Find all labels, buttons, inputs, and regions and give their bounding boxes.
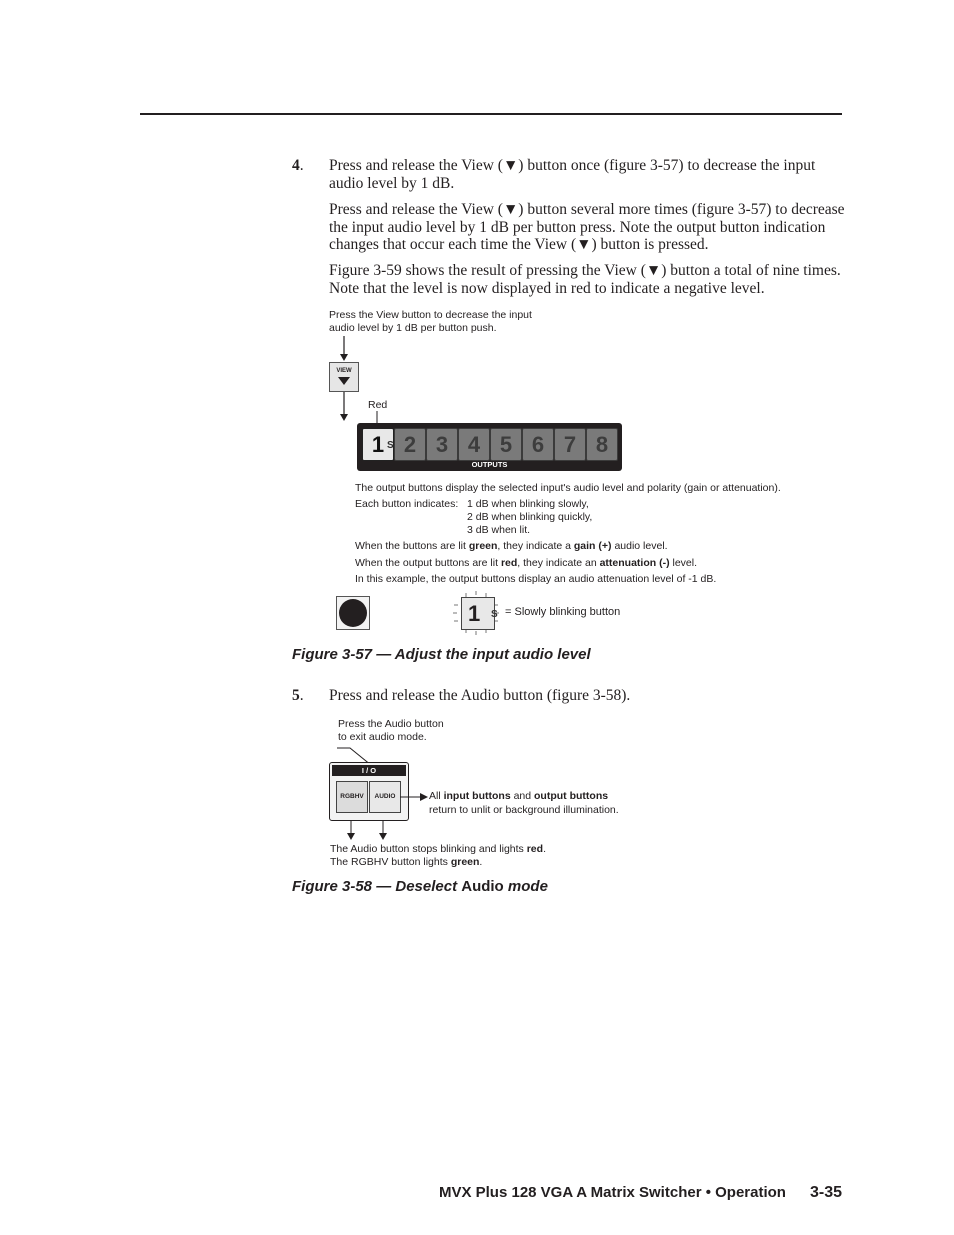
output-button-5[interactable]: 5 bbox=[490, 428, 522, 461]
audio-button[interactable]: AUDIO bbox=[369, 781, 401, 813]
return-note-2: return to unlit or background illumination. bbox=[429, 804, 619, 816]
step4-paragraph-1: Press and release the View (▼) button once (figure 3-57) to decrease the input audio level by 1 dB. bbox=[329, 157, 816, 192]
audio-callout-1: Press the Audio button bbox=[338, 718, 444, 730]
io-panel bbox=[329, 762, 409, 821]
page-footer bbox=[439, 1184, 842, 1202]
rgbhv-note: The RGBHV button lights green. bbox=[330, 856, 483, 868]
output-button-1[interactable]: 1 S bbox=[362, 428, 394, 461]
io-label: I / O bbox=[332, 765, 406, 776]
right-arrow-icon bbox=[400, 790, 430, 804]
figure-58-caption: Figure 3-58 — Deselect Audio mode bbox=[292, 878, 548, 895]
view-button-label: VIEW bbox=[336, 368, 352, 374]
audio-callout-2: to exit audio mode. bbox=[338, 731, 427, 743]
green-note: When the buttons are lit green, they indicate a gain (+) audio level. bbox=[355, 540, 668, 552]
output-button-3[interactable]: 3 bbox=[426, 428, 458, 461]
output-button-6[interactable]: 6 bbox=[522, 428, 554, 461]
output-button-panel bbox=[357, 423, 622, 471]
output-button-7[interactable]: 7 bbox=[554, 428, 586, 461]
footer-title: MVX Plus 128 VGA A Matrix Switcher • Operation bbox=[438, 1184, 786, 1201]
each-label: Each button indicates: bbox=[355, 498, 459, 510]
outputs-label: OUTPUTS bbox=[471, 460, 508, 469]
output-button-2[interactable]: 2 bbox=[394, 428, 426, 461]
each-item-3: 3 dB when lit. bbox=[467, 524, 531, 536]
red-label: Red bbox=[368, 399, 388, 411]
output-button-8[interactable]: 8 bbox=[586, 428, 618, 461]
output-note: The output buttons display the selected input's audio level and polarity (gain or attenuation). bbox=[355, 482, 781, 494]
blinking-button-legend: 1 S bbox=[461, 597, 495, 630]
each-item-1: 1 dB when blinking slowly, bbox=[467, 498, 589, 510]
return-note-1: All input buttons and output buttons bbox=[429, 790, 609, 802]
step-number: 4. bbox=[292, 157, 304, 174]
view-button[interactable] bbox=[329, 362, 359, 392]
figure-57-caption: Figure 3-57 — Adjust the input audio level bbox=[292, 646, 591, 663]
example-note: In this example, the output buttons display an audio attenuation level of -1 dB. bbox=[355, 573, 717, 585]
rgbhv-button[interactable]: RGBHV bbox=[336, 781, 368, 813]
page-number: 3-35 bbox=[809, 1184, 842, 1201]
legend-text: = Slowly blinking button bbox=[505, 606, 621, 618]
unlit-button-icon bbox=[336, 596, 370, 630]
header-rule bbox=[140, 113, 842, 115]
down-triangle-icon bbox=[338, 377, 350, 385]
step4-paragraph-2: Press and release the View (▼) button several more times (figure 3-57) to decrease the input audio level by 1 dB per button press. Note the output button indication changes that occur each time the View (▼) button is pressed. bbox=[329, 201, 845, 254]
step4-paragraph-3: Figure 3-59 shows the result of pressing the View (▼) button a total of nine times. Note that the level is now displayed in red to indicate a negative level. bbox=[329, 262, 841, 297]
each-item-2: 2 dB when blinking quickly, bbox=[467, 511, 593, 523]
output-button-4[interactable]: 4 bbox=[458, 428, 490, 461]
step5-text: Press and release the Audio button (figure 3-58). bbox=[329, 687, 631, 704]
view-callout: Press the View button to decrease the input audio level by 1 dB per button push. bbox=[329, 309, 532, 334]
step-number: 5. bbox=[292, 687, 304, 704]
red-note: When the output buttons are lit red, they indicate an attenuation (-) level. bbox=[355, 557, 698, 569]
audio-stop-note: The Audio button stops blinking and lights red. bbox=[330, 843, 546, 855]
